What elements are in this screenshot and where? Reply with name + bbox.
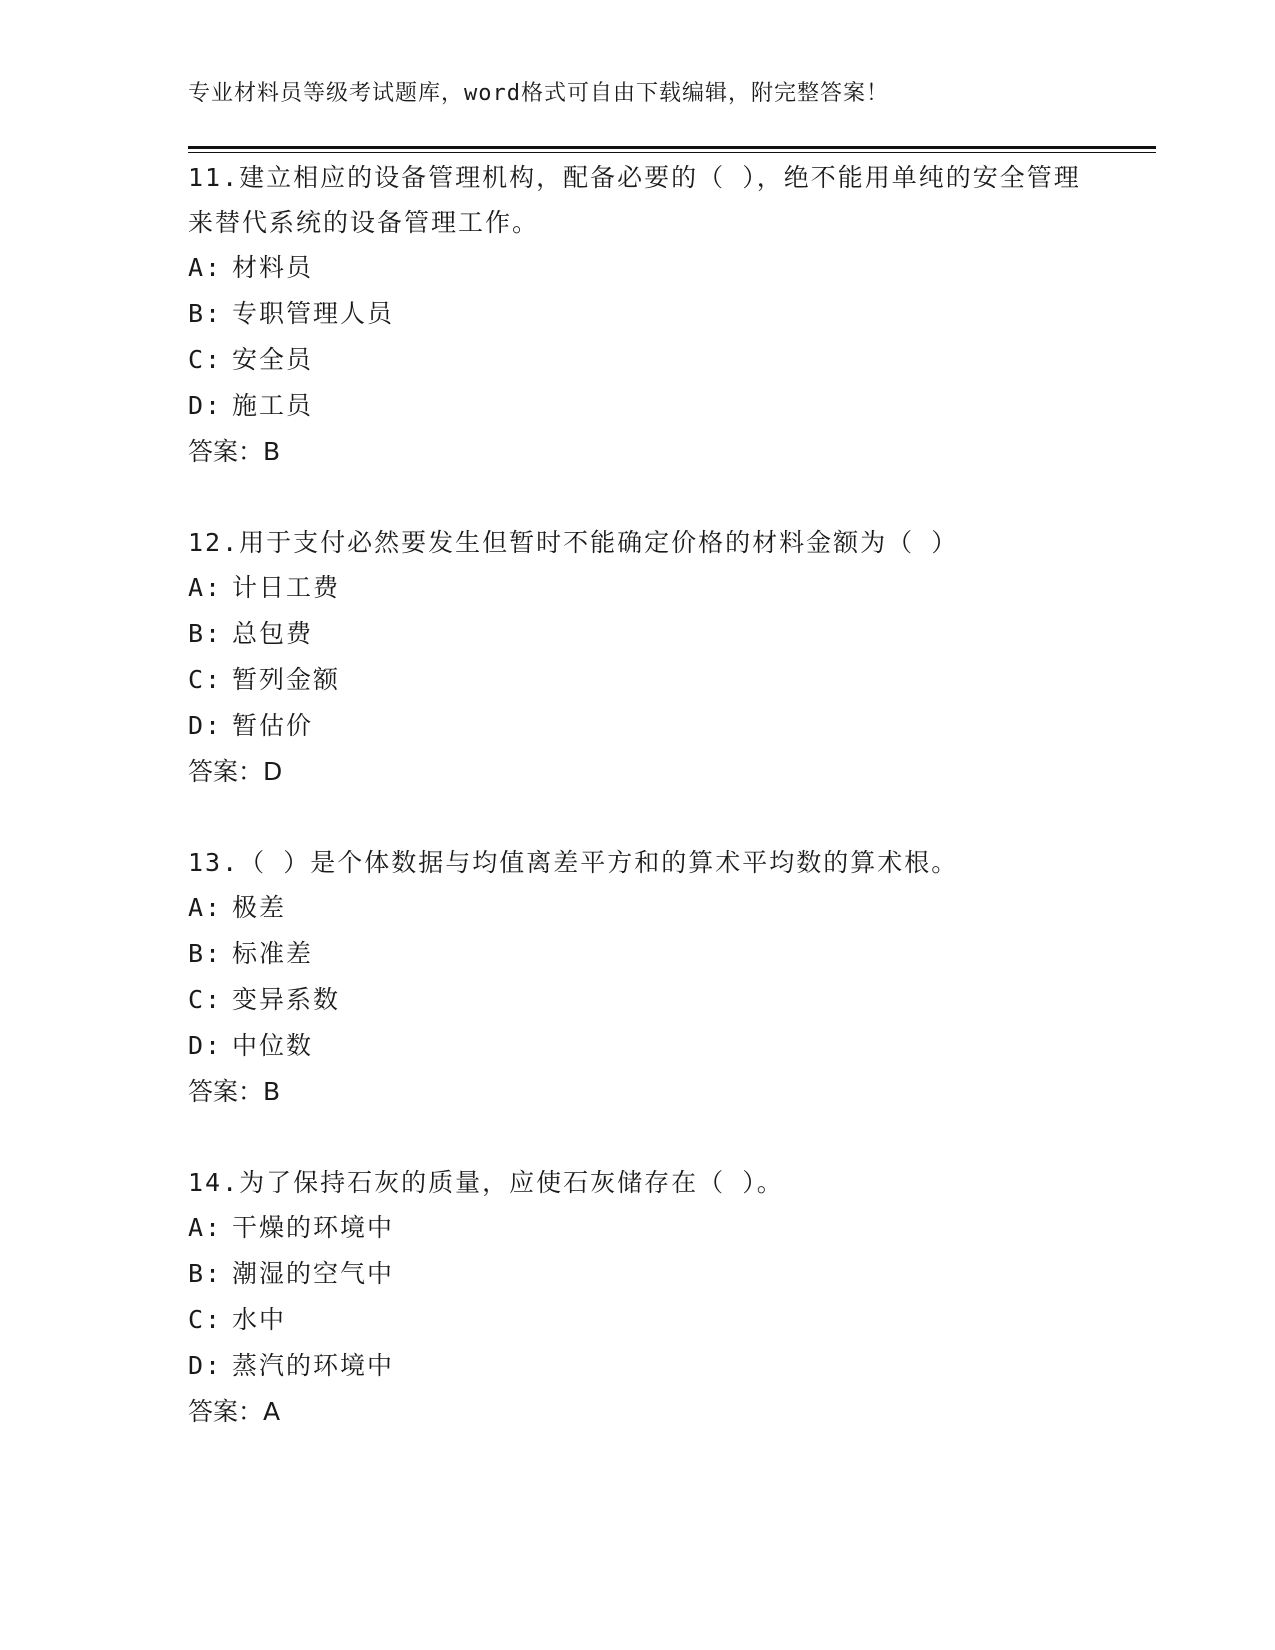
option-letter: A:	[188, 1213, 223, 1242]
answer-line: 答案：B	[188, 437, 281, 466]
option-text: 总包费	[232, 619, 314, 648]
option-text: 水中	[232, 1305, 287, 1334]
option-b	[188, 611, 1088, 657]
option-letter: C:	[188, 1305, 223, 1334]
question-block	[188, 155, 1088, 475]
option-text: 计日工费	[232, 573, 341, 602]
option-letter: D:	[188, 1031, 223, 1060]
option-b	[188, 931, 1088, 977]
option-text: 干燥的环境中	[232, 1213, 395, 1242]
option-text: 中位数	[232, 1031, 314, 1060]
option-text: 潮湿的空气中	[232, 1259, 395, 1288]
question-block	[188, 1160, 1088, 1435]
option-a	[188, 565, 1088, 611]
option-letter: D:	[188, 711, 223, 740]
page-header: 专业材料员等级考试题库，word格式可自由下载编辑，附完整答案！	[188, 81, 889, 106]
option-letter: B:	[188, 619, 223, 648]
option-d	[188, 383, 1088, 429]
option-b	[188, 291, 1088, 337]
option-letter: C:	[188, 665, 223, 694]
option-letter: C:	[188, 345, 223, 374]
option-c	[188, 337, 1088, 383]
option-d	[188, 1343, 1088, 1389]
question-stem: 13.（ ）是个体数据与均值离差平方和的算术平均数的算术根。	[188, 848, 959, 877]
option-letter: A:	[188, 253, 223, 282]
option-text: 变异系数	[232, 985, 341, 1014]
option-letter: D:	[188, 391, 223, 420]
option-text: 施工员	[232, 391, 314, 420]
option-d	[188, 703, 1088, 749]
option-c	[188, 657, 1088, 703]
option-letter: D:	[188, 1351, 223, 1380]
question-block	[188, 520, 1088, 795]
option-c	[188, 977, 1088, 1023]
question-stem: 11.建立相应的设备管理机构，配备必要的（ ），绝不能用单纯的安全管理来替代系统的设备管理工作。	[188, 163, 1081, 237]
option-text: 蒸汽的环境中	[232, 1351, 395, 1380]
question-block	[188, 840, 1088, 1115]
option-c	[188, 1297, 1088, 1343]
option-text: 材料员	[232, 253, 314, 282]
question-stem: 12.用于支付必然要发生但暂时不能确定价格的材料金额为（ ）	[188, 528, 959, 557]
header-rule-thick	[188, 146, 1156, 149]
option-text: 标准差	[232, 939, 314, 968]
option-text: 暂列金额	[232, 665, 341, 694]
option-d	[188, 1023, 1088, 1069]
option-a	[188, 885, 1088, 931]
option-b	[188, 1251, 1088, 1297]
option-text: 安全员	[232, 345, 314, 374]
option-letter: B:	[188, 1259, 223, 1288]
answer-line: 答案：D	[188, 757, 283, 786]
header-rule-thin	[188, 152, 1156, 153]
option-a	[188, 245, 1088, 291]
option-text: 暂估价	[232, 711, 314, 740]
option-letter: A:	[188, 573, 223, 602]
answer-line: 答案：A	[188, 1397, 281, 1426]
option-letter: A:	[188, 893, 223, 922]
option-letter: B:	[188, 939, 223, 968]
question-stem: 14.为了保持石灰的质量，应使石灰储存在（ ）。	[188, 1168, 784, 1197]
option-letter: B:	[188, 299, 223, 328]
option-text: 专职管理人员	[232, 299, 395, 328]
answer-line: 答案：B	[188, 1077, 281, 1106]
option-a	[188, 1205, 1088, 1251]
option-text: 极差	[232, 893, 287, 922]
option-letter: C:	[188, 985, 223, 1014]
